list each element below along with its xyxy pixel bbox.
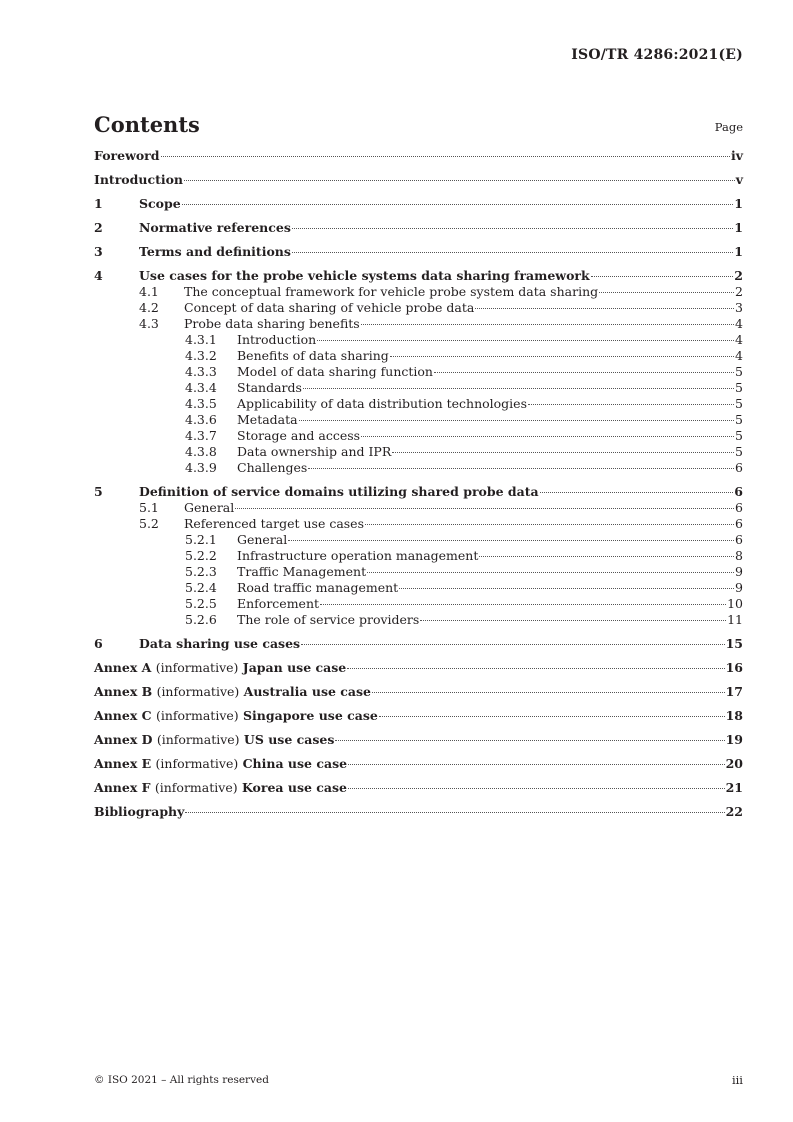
- toc-entry-number: 4.3.8: [185, 444, 217, 459]
- toc-entry-page: 9: [735, 564, 743, 579]
- contents-heading: Contents: [94, 112, 200, 137]
- dot-leader: [591, 275, 734, 277]
- toc-entry-number: 5.2.4: [185, 580, 217, 595]
- dot-leader: [184, 179, 735, 181]
- toc-entry[interactable]: [94, 484, 743, 500]
- toc-entry-page: 5: [735, 444, 743, 459]
- annex-label: Annex A: [94, 660, 152, 675]
- toc-entry-number: 4.1: [139, 284, 159, 299]
- annex-title: Singapore use case: [243, 708, 378, 723]
- toc-entry-title: Traffic Management: [237, 564, 367, 579]
- toc-entry-title: Probe data sharing benefits: [184, 316, 360, 331]
- page-column-label: Page: [714, 120, 743, 134]
- toc-entry[interactable]: [94, 300, 743, 316]
- toc-entry-page: 4: [735, 348, 743, 363]
- toc-entry-page: 5: [735, 364, 743, 379]
- toc-entry[interactable]: [94, 172, 743, 188]
- toc-entry[interactable]: [94, 500, 743, 516]
- annex-title: Korea use case: [241, 780, 348, 795]
- dot-leader: [361, 323, 734, 325]
- toc-entry-title: [94, 708, 378, 724]
- toc-entry-title: Road traffic management: [237, 580, 399, 595]
- annex-label: Annex C: [94, 708, 152, 723]
- dot-leader: [365, 523, 734, 525]
- toc-entry-number: 5: [94, 484, 103, 499]
- annex-label: Annex D: [94, 732, 153, 747]
- toc-entry-title: General: [184, 500, 235, 515]
- toc-entry-page: v: [735, 172, 743, 187]
- annex-note: (informative): [155, 660, 239, 675]
- dot-leader: [479, 555, 734, 557]
- toc-entry-number: 4: [94, 268, 103, 283]
- toc-entry[interactable]: [94, 516, 743, 532]
- toc-entry-title: [94, 756, 347, 772]
- dot-leader: [320, 603, 726, 605]
- toc-entry-page: iv: [730, 148, 743, 163]
- toc-entry[interactable]: [94, 596, 743, 612]
- toc-entry-page: 22: [725, 804, 743, 819]
- toc-entry-page: 5: [735, 428, 743, 443]
- toc-entry-number: 4.3.2: [185, 348, 217, 363]
- dot-leader: [599, 291, 734, 293]
- toc-entry-number: 4.2: [139, 300, 159, 315]
- toc-entry-number: 4.3.6: [185, 412, 217, 427]
- dot-leader: [379, 715, 725, 717]
- toc-entry-number: 2: [94, 220, 103, 235]
- toc-entry[interactable]: [94, 612, 743, 628]
- dot-leader: [420, 619, 726, 621]
- annex-title: Australia use case: [243, 684, 372, 699]
- toc-entry-number: 4.3.7: [185, 428, 217, 443]
- toc-entry-title: [94, 660, 346, 676]
- toc-entry-page: 6: [735, 460, 743, 475]
- toc-entry-title: Foreword: [94, 148, 160, 163]
- toc-entry-number: 4.3.5: [185, 396, 217, 411]
- toc-entry-number: 4.3: [139, 316, 159, 331]
- toc-entry-title: Scope: [139, 196, 181, 211]
- copyright-notice: © ISO 2021 – All rights reserved: [94, 1074, 269, 1086]
- toc-entry[interactable]: [94, 660, 743, 676]
- toc-entry-title: Use cases for the probe vehicle systems data sharing framework: [139, 268, 590, 283]
- toc-entry-title: [94, 732, 334, 748]
- toc-entry-page: 3: [735, 300, 743, 315]
- toc-entry[interactable]: [94, 444, 743, 460]
- toc-entry[interactable]: [94, 148, 743, 164]
- toc-entry-page: 8: [735, 548, 743, 563]
- toc-entry-title: [94, 780, 347, 796]
- annex-title: Japan use case: [242, 660, 347, 675]
- dot-leader: [540, 491, 734, 493]
- toc-entry[interactable]: [94, 804, 743, 820]
- toc-entry-title: Definition of service domains utilizing shared probe data: [139, 484, 539, 499]
- dot-leader: [182, 203, 734, 205]
- annex-label: Annex E: [94, 756, 152, 771]
- dot-leader: [308, 467, 734, 469]
- toc-entry-page: 15: [725, 636, 743, 651]
- toc-entry[interactable]: [94, 460, 743, 476]
- toc-entry-number: 4.3.1: [185, 332, 217, 347]
- annex-note: (informative): [155, 756, 239, 771]
- toc-entry-title: Introduction: [94, 172, 184, 187]
- dot-leader: [235, 507, 734, 509]
- toc-entry-number: 5.2.3: [185, 564, 217, 579]
- toc-entry-page: 6: [735, 532, 743, 547]
- toc-entry-page: 6: [734, 484, 743, 499]
- toc-entry-title: Storage and access: [237, 428, 361, 443]
- toc-entry-page: 1: [734, 244, 743, 259]
- dot-leader: [372, 691, 725, 693]
- toc-entry-page: 2: [735, 284, 743, 299]
- toc-entry[interactable]: [94, 316, 743, 332]
- dot-leader: [292, 227, 733, 229]
- toc-entry-page: 5: [735, 412, 743, 427]
- toc-entry-page: 6: [735, 500, 743, 515]
- toc-entry[interactable]: [94, 244, 743, 260]
- dot-leader: [399, 587, 734, 589]
- toc-entry[interactable]: [94, 732, 743, 748]
- toc-entry-number: 5.2.1: [185, 532, 217, 547]
- toc-entry-page: 4: [735, 332, 743, 347]
- toc-entry-title: The conceptual framework for vehicle probe system data sharing: [184, 284, 599, 299]
- dot-leader: [288, 539, 734, 541]
- toc-entry[interactable]: [94, 580, 743, 596]
- toc-entry-title: The role of service providers: [237, 612, 420, 627]
- toc-entry[interactable]: [94, 548, 743, 564]
- toc-entry-number: 5.2: [139, 516, 159, 531]
- dot-leader: [390, 355, 734, 357]
- toc-entry-title: Metadata: [237, 412, 298, 427]
- toc-entry-number: 5.2.6: [185, 612, 217, 627]
- annex-label: Annex F: [94, 780, 151, 795]
- dot-leader: [528, 403, 734, 405]
- toc-entry-title: General: [237, 532, 288, 547]
- annex-note: (informative): [154, 780, 238, 795]
- toc-entry-title: Bibliography: [94, 804, 185, 819]
- toc-entry[interactable]: [94, 348, 743, 364]
- toc-entry[interactable]: [94, 564, 743, 580]
- toc-entry-number: 1: [94, 196, 103, 211]
- toc-entry-title: Data sharing use cases: [139, 636, 301, 651]
- toc-entry-page: 17: [725, 684, 743, 699]
- toc-entry-page: 6: [735, 516, 743, 531]
- toc-entry[interactable]: [94, 364, 743, 380]
- toc-entry-title: Applicability of data distribution technologies: [237, 396, 527, 411]
- annex-title: US use cases: [243, 732, 335, 747]
- toc-entry[interactable]: [94, 636, 743, 652]
- toc-entry[interactable]: [94, 780, 743, 796]
- annex-note: (informative): [155, 708, 239, 723]
- toc-entry-title: Enforcement: [237, 596, 320, 611]
- toc-entry-page: 19: [725, 732, 743, 747]
- dot-leader: [185, 811, 724, 813]
- dot-leader: [348, 787, 725, 789]
- toc-entry-page: 5: [735, 380, 743, 395]
- dot-leader: [161, 155, 730, 157]
- toc-entry-title: Model of data sharing function: [237, 364, 433, 379]
- dot-leader: [347, 667, 724, 669]
- toc-entry[interactable]: [94, 428, 743, 444]
- toc-entry-number: 4.3.9: [185, 460, 217, 475]
- toc-entry-page: 9: [735, 580, 743, 595]
- toc-entry-page: 5: [735, 396, 743, 411]
- dot-leader: [299, 419, 734, 421]
- toc-entry[interactable]: [94, 196, 743, 212]
- toc-entry-title: Benefits of data sharing: [237, 348, 389, 363]
- dot-leader: [367, 571, 734, 573]
- toc-entry[interactable]: [94, 756, 743, 772]
- toc-entry-number: 5.2.5: [185, 596, 217, 611]
- dot-leader: [335, 739, 724, 741]
- toc-entry-number: 5.1: [139, 500, 159, 515]
- annex-label: Annex B: [94, 684, 153, 699]
- toc-entry-number: 6: [94, 636, 103, 651]
- toc-entry[interactable]: [94, 220, 743, 236]
- dot-leader: [392, 451, 734, 453]
- toc-entry-page: 1: [734, 196, 743, 211]
- toc-entry[interactable]: [94, 532, 743, 548]
- document-code: ISO/TR 4286:2021(E): [571, 47, 743, 63]
- toc-entry-page: 4: [735, 316, 743, 331]
- annex-note: (informative): [156, 732, 240, 747]
- toc-entry-title: Introduction: [237, 332, 317, 347]
- dot-leader: [361, 435, 734, 437]
- toc-entry[interactable]: [94, 332, 743, 348]
- toc-entry-page: 1: [734, 220, 743, 235]
- toc-entry-page: 10: [727, 596, 743, 611]
- page-number: iii: [731, 1073, 743, 1087]
- toc-entry-title: Challenges: [237, 460, 308, 475]
- toc-entry-title: Concept of data sharing of vehicle probe data: [184, 300, 475, 315]
- toc-entry[interactable]: [94, 268, 743, 284]
- table-of-contents: [94, 148, 743, 820]
- toc-entry-title: Infrastructure operation management: [237, 548, 479, 563]
- toc-entry-number: 4.3.3: [185, 364, 217, 379]
- toc-entry-page: 11: [727, 612, 743, 627]
- toc-entry[interactable]: [94, 284, 743, 300]
- dot-leader: [434, 371, 734, 373]
- toc-entry-page: 20: [725, 756, 743, 771]
- toc-entry[interactable]: [94, 684, 743, 700]
- annex-note: (informative): [156, 684, 240, 699]
- dot-leader: [303, 387, 734, 389]
- toc-entry-page: 18: [725, 708, 743, 723]
- toc-entry-title: Referenced target use cases: [184, 516, 364, 531]
- dot-leader: [317, 339, 734, 341]
- dot-leader: [292, 251, 733, 253]
- toc-entry-title: Standards: [237, 380, 302, 395]
- dot-leader: [475, 307, 734, 309]
- dot-leader: [348, 763, 725, 765]
- toc-entry[interactable]: [94, 708, 743, 724]
- toc-entry-number: 5.2.2: [185, 548, 217, 563]
- toc-entry-title: Normative references: [139, 220, 291, 235]
- annex-title: China use case: [242, 756, 348, 771]
- toc-entry-page: 21: [725, 780, 743, 795]
- toc-entry-title: Terms and definitions: [139, 244, 291, 259]
- toc-entry-page: 16: [725, 660, 743, 675]
- toc-entry-number: 4.3.4: [185, 380, 217, 395]
- toc-entry-page: 2: [734, 268, 743, 283]
- toc-entry[interactable]: [94, 396, 743, 412]
- toc-entry-title: [94, 684, 371, 700]
- toc-entry[interactable]: [94, 380, 743, 396]
- dot-leader: [301, 643, 725, 645]
- toc-entry-number: 3: [94, 244, 103, 259]
- toc-entry-title: Data ownership and IPR: [237, 444, 392, 459]
- toc-entry[interactable]: [94, 412, 743, 428]
